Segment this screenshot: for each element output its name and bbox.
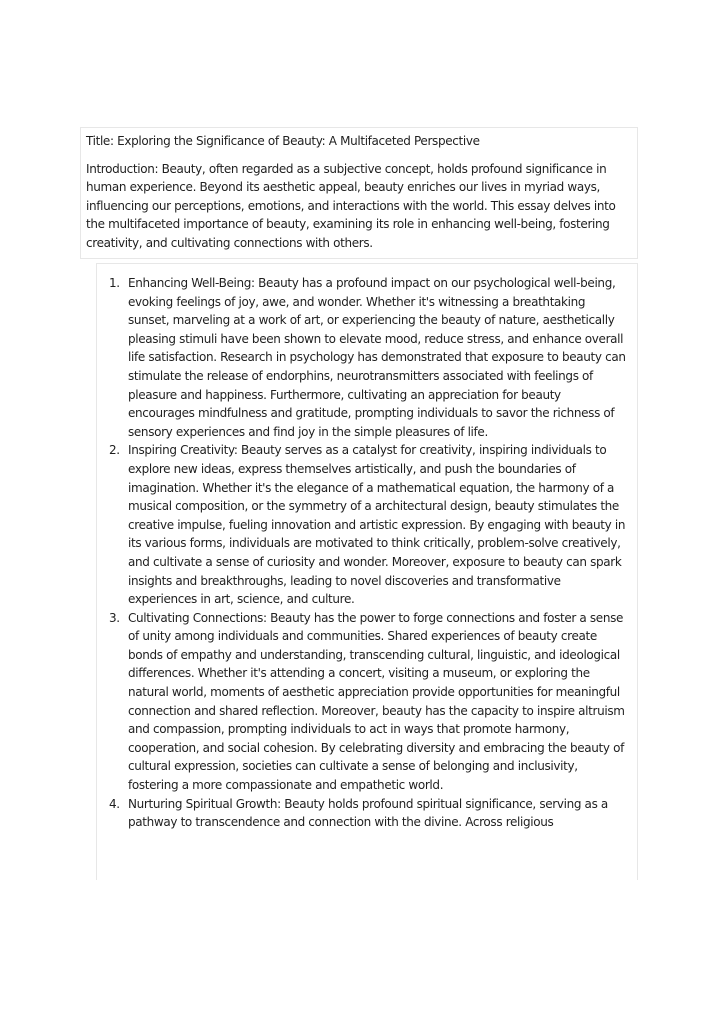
list-item — [97, 609, 637, 795]
intro-section — [80, 127, 638, 259]
list-item-text: Cultivating Connections: Beauty has the power to forge connections and foster a sense of unity among individuals and communities. Shared experiences of beauty create bonds of empathy and understanding, transcending cultural, linguistic, and ideological differences. Whether it's attending a concert, visiting a museum, or exploring the natural world, moments of aesthetic appreciation provide opportunities for meaningful connection and shared reflection. Moreover, beauty has the capacity to inspire altruism and compassion, prompting individuals to act in ways that promote harmony, cooperation, and social cohesion. By celebrating diversity and embracing the beauty of cultural expression, societies can cultivate a sense of belonging and inclusivity, fostering a more compassionate and empathetic world. — [128, 610, 625, 793]
list-item — [97, 274, 637, 441]
essay-title: Title: Exploring the Significance of Beauty: A Multifaceted Perspective — [86, 134, 480, 148]
list-item — [97, 441, 637, 608]
introduction-paragraph: Introduction: Beauty, often regarded as a subjective concept, holds profound significance in human experience. Beyond its aesthetic appeal, beauty enriches our lives in myriad ways, influencing our perceptions, emotions, and interactions with the world. This essay delves into the multifaceted importance of beauty, examining its role in enhancing well-being, fostering creativity, and cultivating connections with others. — [86, 161, 616, 250]
list-item-number: 1. — [109, 276, 120, 290]
numbered-list — [97, 274, 637, 832]
list-item — [97, 795, 637, 832]
list-item-text: Inspiring Creativity: Beauty serves as a catalyst for creativity, inspiring individuals to explore new ideas, express themselves artistically, and push the boundaries of imagination. Whether it's the elegance of a mathematical equation, the harmony of a musical composition, or the symmetry of a architectural design, beauty stimulates the creative impulse, fueling innovation and artistic expression. By engaging with beauty in its various forms, individuals are motivated to think critically, problem-solve creatively, and cultivate a sense of curiosity and wonder. Moreover, exposure to beauty can spark insights and breakthroughs, leading to novel discoveries and transformative experiences in art, science, and culture. — [128, 443, 626, 607]
list-item-number: 4. — [109, 796, 120, 811]
list-item-number: 3. — [109, 610, 120, 625]
essay-list-section — [96, 263, 638, 880]
list-item-text: Nurturing Spiritual Growth: Beauty holds profound spiritual significance, serving as a pathway to transcendence and connection with the divine. Across religious — [128, 796, 608, 830]
list-item-text: Enhancing Well-Being: Beauty has a profound impact on our psychological well-being, evoking feelings of joy, awe, and wonder. Whether it's witnessing a breathtaking sunset, marveling at a work of art, or experiencing the beauty of nature, aesthetically pleasing stimuli have been shown to elevate mood, reduce stress, and enhance overall life satisfaction. Research in psychology has demonstrated that exposure to beauty can stimulate the release of endorphins, neurotransmitters associated with feelings of pleasure and happiness. Furthermore, cultivating an appreciation for beauty encourages mindfulness and gratitude, prompting individuals to savor the richness of sensory experiences and find joy in the simple pleasures of life. — [128, 276, 626, 439]
list-item-number: 2. — [109, 443, 120, 458]
